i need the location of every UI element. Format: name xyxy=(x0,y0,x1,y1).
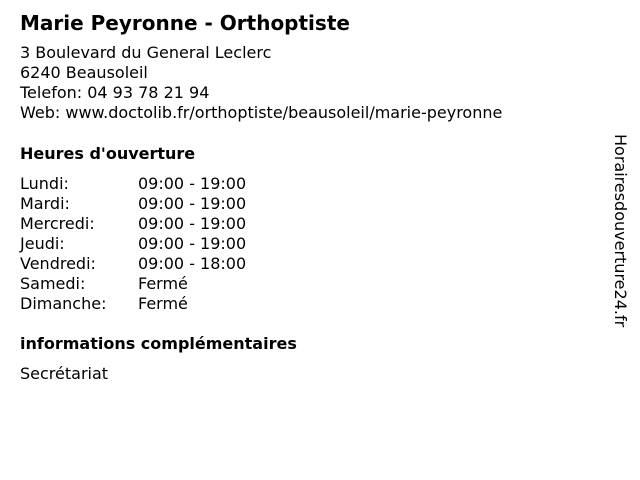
address-block xyxy=(20,43,502,123)
info-heading: informations complémentaires xyxy=(20,334,297,353)
day-label: Dimanche: xyxy=(20,294,107,313)
day-label: Mardi: xyxy=(20,194,70,213)
phone-number: Telefon: 04 93 78 21 94 xyxy=(20,83,210,102)
time-value: 09:00 - 19:00 xyxy=(138,174,247,193)
page-title: Marie Peyronne - Orthoptiste xyxy=(20,11,350,35)
day-label: Lundi: xyxy=(20,174,69,193)
street-address: 3 Boulevard du General Leclerc xyxy=(20,43,272,62)
city-address: 6240 Beausoleil xyxy=(20,63,148,82)
day-label: Jeudi: xyxy=(20,234,65,253)
time-value: 09:00 - 18:00 xyxy=(138,254,247,273)
day-label: Vendredi: xyxy=(20,254,96,273)
website-link[interactable]: Web: www.doctolib.fr/orthoptiste/beausoleil/marie-peyronne xyxy=(20,103,503,122)
time-value: 09:00 - 19:00 xyxy=(138,234,247,253)
info-text: Secrétariat xyxy=(20,364,109,383)
day-label: Mercredi: xyxy=(20,214,95,233)
time-value: 09:00 - 19:00 xyxy=(138,194,247,213)
time-value: 09:00 - 19:00 xyxy=(138,214,247,233)
hours-heading: Heures d'ouverture xyxy=(20,144,196,163)
time-value: Fermé xyxy=(138,274,188,293)
day-label: Samedi: xyxy=(20,274,86,293)
time-value: Fermé xyxy=(138,294,188,313)
site-brand: Horairesdouverture24.fr xyxy=(611,134,630,328)
